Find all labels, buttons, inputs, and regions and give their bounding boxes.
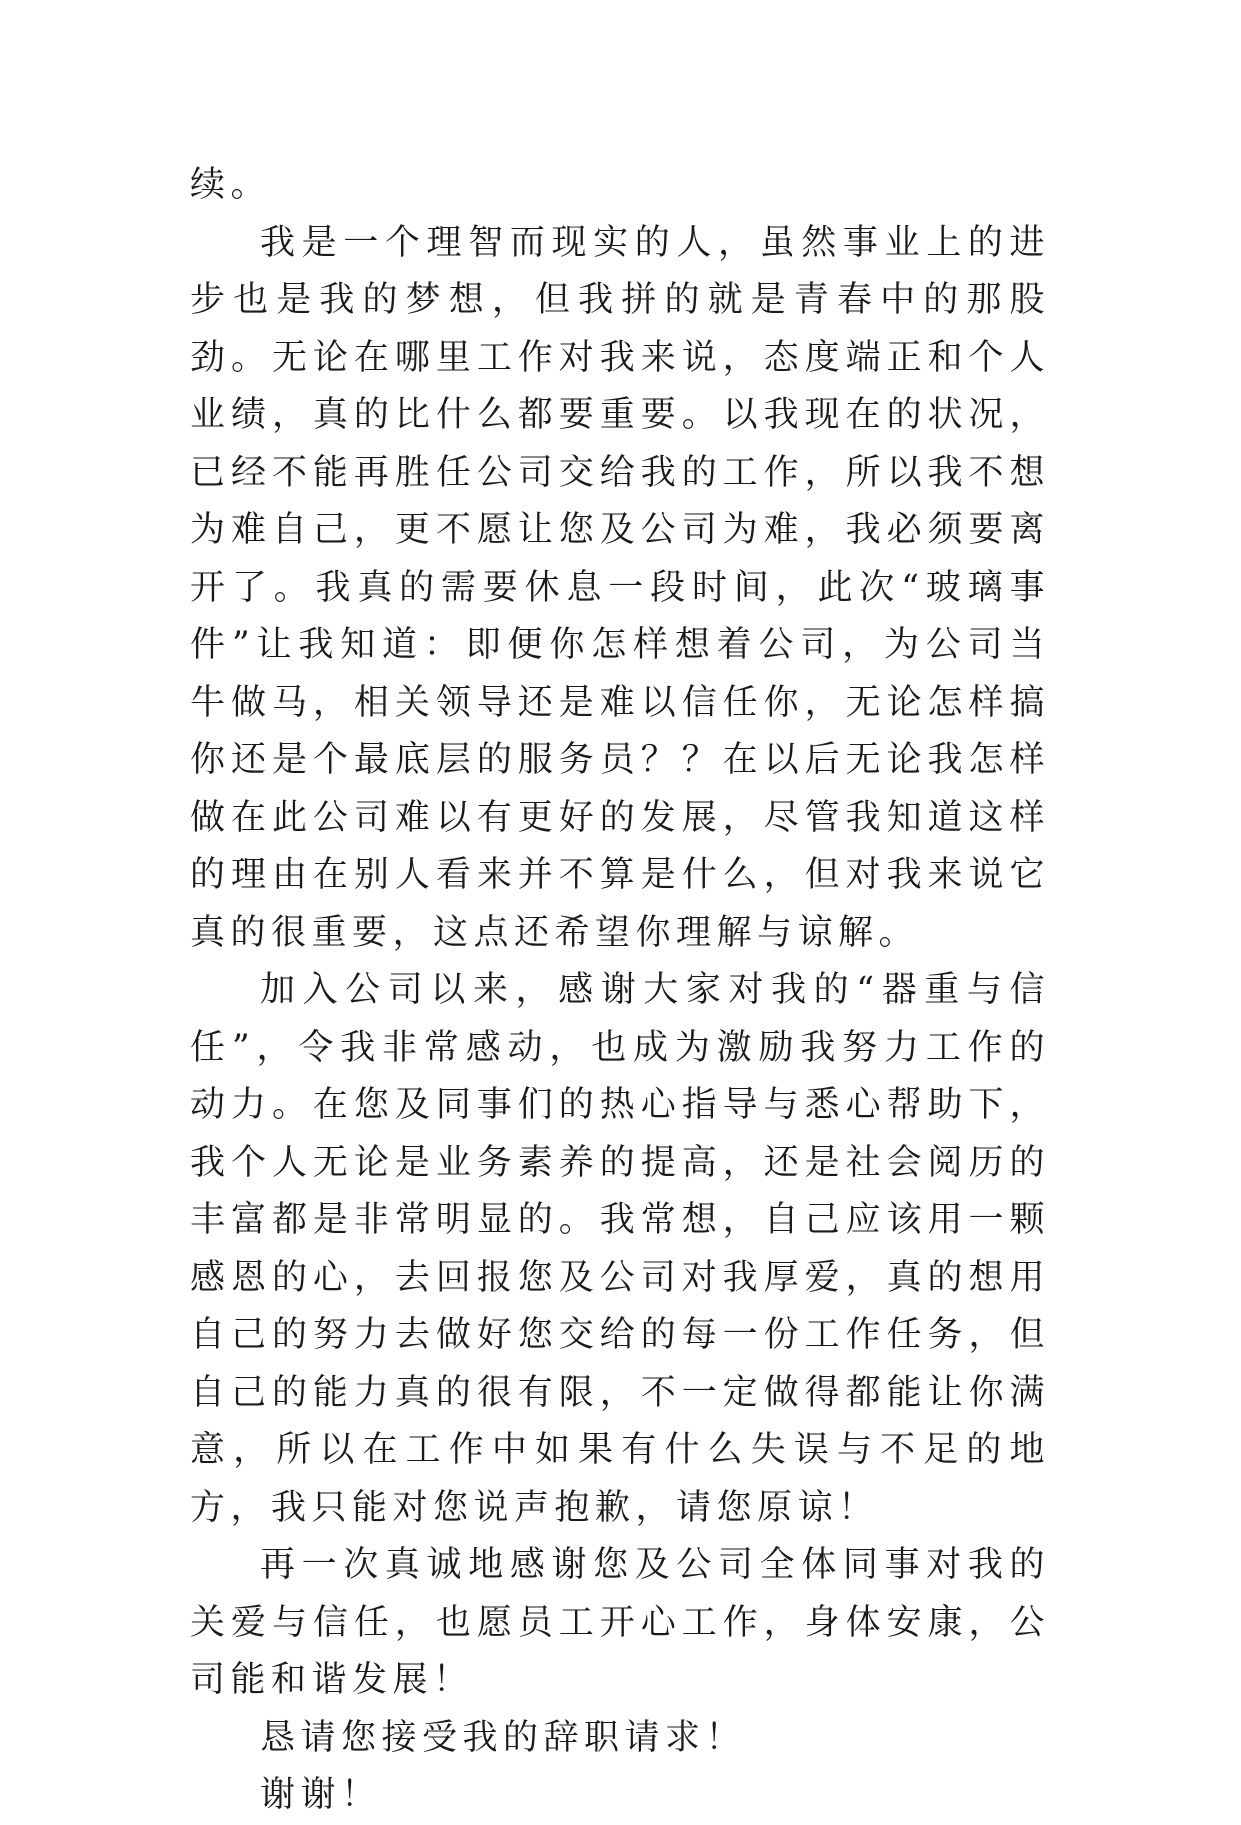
paragraph-reason: 我是一个理智而现实的人，虽然事业上的进步也是我的梦想，但我拼的就是青春中的那股劲。无论在哪里工作对我来说，态度端正和个人业绩，真的比什么都要重要。以我现在的状况，已经不能再胜任公司交给我的工作，所以我不想为难自己，更不愿让您及公司为难，我必须要离开了。我真的需要休息一段时间，此次“玻璃事件”让我知道：即便你怎样想着公司，为公司当牛做马，相关领导还是难以信任你，无论怎样搞你还是个最底层的服务员？？在以后无论我怎样做在此公司难以有更好的发展，尽管我知道这样的理由在别人看来并不算是什么，但对我来说它真的很重要，这点还希望你理解与谅解。	[190, 222, 1050, 953]
paragraph-gratitude: 加入公司以来，感谢大家对我的“器重与信任”，令我非常感动，也成为激励我努力工作的动力。在您及同事们的热心指导与悉心帮助下，我个人无论是业务素养的提高，还是社会阅历的丰富都是非常明显的。我常想，自己应该用一颗感恩的心，去回报您及公司对我厚爱，真的想用自己的努力去做好您交给的每一份工作任务，但自己的能力真的很有限，不一定做得都能让你满意，所以在工作中如果有什么失误与不足的地方，我只能对您说声抱歉，请您原谅！	[190, 970, 1050, 1528]
letter-body	[190, 157, 1050, 1825]
paragraph-thanks-colleagues: 再一次真诚地感谢您及公司全体同事对我的关爱与信任，也愿员工开心工作，身体安康，公司能和谐发展！	[190, 1545, 1050, 1700]
paragraph-request: 恳请您接受我的辞职请求！	[260, 1717, 747, 1758]
continuation-paragraph: 续。	[190, 165, 272, 205]
paragraph-closing: 谢谢！	[260, 1775, 382, 1815]
